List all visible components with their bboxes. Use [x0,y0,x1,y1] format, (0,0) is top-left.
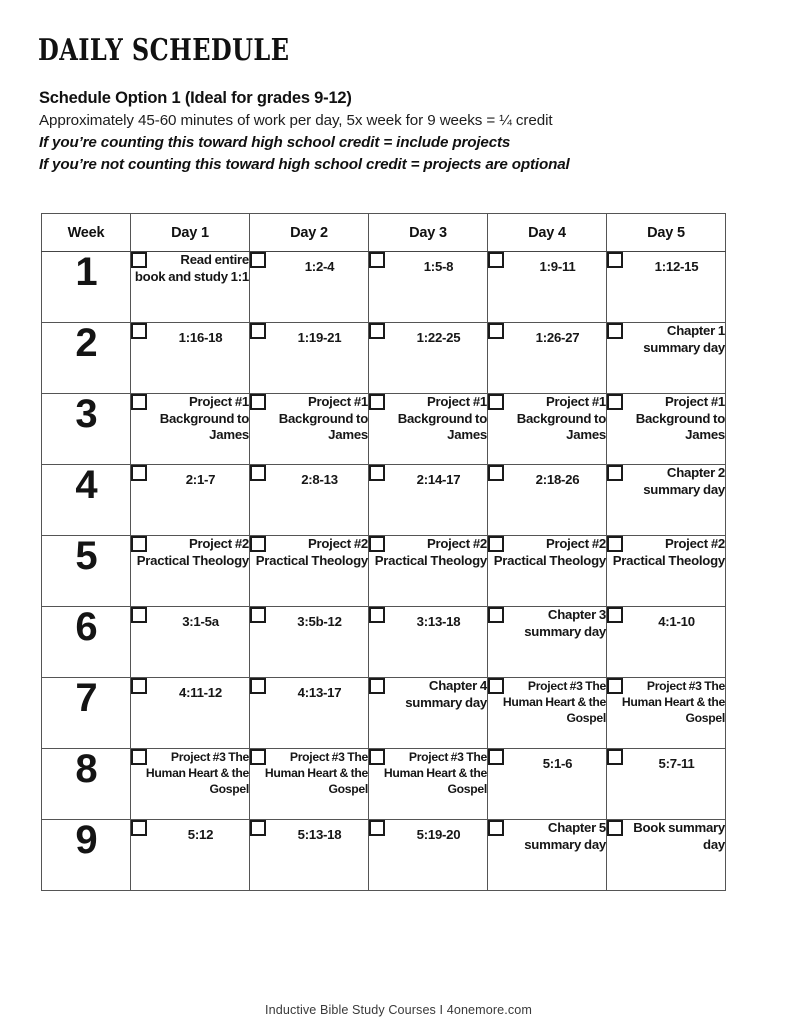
checkbox-icon[interactable] [131,749,147,765]
day-cell-label: Project #1 Background to James [159,394,249,442]
day-cell-label: Project #3 The Human Heart & the Gospel [383,750,487,796]
column-header-week: Week [42,214,131,252]
checkbox-icon[interactable] [131,607,147,623]
checkbox-icon[interactable] [488,323,504,339]
day-cell-label: 1:9-11 [539,259,576,274]
note-credit: If you’re counting this toward high school credit = include projects [39,134,511,151]
day-cell[interactable] [369,536,488,607]
day-cell[interactable] [131,323,250,394]
day-cell-label: Project #3 The Human Heart & the Gospel [621,679,725,725]
day-cell[interactable] [250,394,369,465]
day-cell-label: 1:5-8 [423,259,454,274]
column-header-day-5: Day 5 [607,214,726,252]
day-cell-label: 1:19-21 [297,330,342,345]
day-cell[interactable] [488,394,607,465]
day-cell-label: Chapter 2 summary day [643,465,725,497]
day-cell[interactable] [369,323,488,394]
day-cell[interactable] [488,749,607,820]
schedule-table [41,213,726,891]
checkbox-icon[interactable] [488,820,504,836]
week-number: 4 [42,465,131,536]
day-cell-inner [488,252,606,310]
day-cell[interactable] [250,749,369,820]
day-cell-label: 2:14-17 [416,472,461,487]
checkbox-icon[interactable] [607,749,623,765]
day-cell[interactable] [131,394,250,465]
day-cell-inner [131,536,249,594]
day-cell-inner [131,749,249,807]
checkbox-icon[interactable] [369,465,385,481]
day-cell-inner [607,536,725,594]
page-footer: Inductive Bible Study Courses I 4onemore.com [265,1003,532,1017]
week-number: 1 [42,252,131,323]
checkbox-icon[interactable] [369,749,385,765]
table-row [42,252,726,323]
day-cell[interactable] [250,678,369,749]
day-cell[interactable] [250,465,369,536]
day-cell[interactable] [369,678,488,749]
day-cell-label: Project #3 The Human Heart & the Gospel [264,750,368,796]
day-cell-inner [488,820,606,878]
day-cell-inner [250,607,368,665]
day-cell-label: Book summary day [633,820,725,852]
schedule-intro [39,88,739,176]
day-cell-label: 1:12-15 [654,259,699,274]
checkbox-icon[interactable] [488,394,504,410]
day-cell-inner [488,465,606,523]
day-cell[interactable] [488,536,607,607]
day-cell-inner [369,678,487,736]
day-cell[interactable] [488,607,607,678]
day-cell[interactable] [131,678,250,749]
day-cell[interactable] [131,536,250,607]
day-cell-label: 2:1-7 [185,472,216,487]
day-cell[interactable] [607,536,726,607]
table-body [42,252,726,891]
day-cell-inner [250,252,368,310]
day-cell-inner [607,465,725,523]
day-cell-label: Chapter 4 summary day [405,678,487,710]
week-number: 3 [42,394,131,465]
table-row [42,323,726,394]
checkbox-icon[interactable] [131,820,147,836]
checkbox-icon[interactable] [369,607,385,623]
day-cell-inner [488,678,606,736]
day-cell-inner [131,820,249,878]
day-cell[interactable] [369,749,488,820]
schedule-table-wrapper [41,213,725,891]
day-cell-label: Chapter 5 summary day [524,820,606,852]
checkbox-icon[interactable] [131,678,147,694]
week-number: 7 [42,678,131,749]
table-row [42,678,726,749]
checkbox-icon[interactable] [607,536,623,552]
day-cell[interactable] [607,820,726,891]
page-title: DAILY SCHEDULE [38,33,290,68]
column-header-day-2: Day 2 [250,214,369,252]
checkbox-icon[interactable] [488,536,504,552]
day-cell-label: 5:19-20 [416,827,461,842]
day-cell-label: Project #1 Background to James [278,394,368,442]
day-cell-inner [488,536,606,594]
day-cell-inner [250,820,368,878]
day-cell-inner [488,394,606,452]
note-no-credit: If you’re not counting this toward high school credit = projects are optional [39,156,570,173]
checkbox-icon[interactable] [250,465,266,481]
checkbox-icon[interactable] [250,607,266,623]
table-header-row [42,214,726,252]
checkbox-icon[interactable] [131,252,147,268]
checkbox-icon[interactable] [131,323,147,339]
day-cell-label: Project #3 The Human Heart & the Gospel [502,679,606,725]
checkbox-icon[interactable] [250,394,266,410]
checkbox-icon[interactable] [488,465,504,481]
day-cell-label: 4:11-12 [179,685,222,700]
day-cell-inner [607,607,725,665]
day-cell-inner [250,536,368,594]
column-header-day-1: Day 1 [131,214,250,252]
day-cell-inner [131,394,249,452]
day-cell[interactable] [488,465,607,536]
day-cell-inner [131,252,249,310]
day-cell-label: 3:1-5a [182,614,219,629]
day-cell-inner [607,323,725,381]
checkbox-icon[interactable] [369,820,385,836]
checkbox-icon[interactable] [250,678,266,694]
checkbox-icon[interactable] [250,536,266,552]
day-cell-label: Project #2 Practical Theology [374,536,487,568]
day-cell[interactable] [131,607,250,678]
day-cell-inner [369,394,487,452]
day-cell-inner [250,323,368,381]
day-cell-label: 3:5b-12 [297,614,342,629]
day-cell-label: 1:22-25 [416,330,461,345]
checkbox-icon[interactable] [250,820,266,836]
week-number: 6 [42,607,131,678]
checkbox-icon[interactable] [488,678,504,694]
day-cell-inner [131,323,249,381]
day-cell-label: 1:16-18 [178,330,223,345]
day-cell[interactable] [488,820,607,891]
day-cell[interactable] [369,607,488,678]
day-cell-label: 3:13-18 [416,614,461,629]
day-cell[interactable] [488,323,607,394]
day-cell[interactable] [607,323,726,394]
checkbox-icon[interactable] [250,749,266,765]
day-cell-inner [131,465,249,523]
checkbox-icon[interactable] [131,465,147,481]
day-cell-inner [369,607,487,665]
table-row [42,820,726,891]
day-cell-inner [369,465,487,523]
day-cell[interactable] [250,820,369,891]
day-cell-inner [607,749,725,807]
day-cell[interactable] [369,252,488,323]
day-cell-label: Project #3 The Human Heart & the Gospel [145,750,249,796]
schedule-option-description: Approximately 45-60 minutes of work per day, 5x week for 9 weeks = ¼ credit [39,112,553,129]
schedule-option-title: Schedule Option 1 (Ideal for grades 9-12) [39,89,352,107]
checkbox-icon[interactable] [369,678,385,694]
day-cell[interactable] [250,323,369,394]
table-row [42,607,726,678]
day-cell[interactable] [607,465,726,536]
checkbox-icon[interactable] [607,394,623,410]
day-cell-label: Project #2 Practical Theology [612,536,725,568]
day-cell[interactable] [488,252,607,323]
day-cell-label: Chapter 3 summary day [524,607,606,639]
day-cell[interactable] [250,252,369,323]
table-header [42,214,726,252]
day-cell-label: 4:13-17 [297,685,342,700]
checkbox-icon[interactable] [131,394,147,410]
column-header-day-4: Day 4 [488,214,607,252]
checkbox-icon[interactable] [607,607,623,623]
checkbox-icon[interactable] [607,252,623,268]
table-row [42,394,726,465]
checkbox-icon[interactable] [488,252,504,268]
table-row [42,536,726,607]
day-cell-label: 5:7-11 [658,756,695,771]
day-cell[interactable] [131,749,250,820]
day-cell-inner [488,749,606,807]
day-cell[interactable] [131,820,250,891]
day-cell[interactable] [369,820,488,891]
day-cell-label: Read entire book and study 1:1 [134,252,249,284]
day-cell-label: 5:12 [187,827,214,842]
checkbox-icon[interactable] [369,536,385,552]
day-cell-label: 2:8-13 [301,472,338,487]
table-row [42,749,726,820]
checkbox-icon[interactable] [488,607,504,623]
day-cell[interactable] [369,465,488,536]
day-cell-label: 4:1-10 [658,614,695,629]
day-cell[interactable] [607,749,726,820]
checkbox-icon[interactable] [369,252,385,268]
week-number: 9 [42,820,131,891]
checkbox-icon[interactable] [369,323,385,339]
day-cell-label: Project #1 Background to James [516,394,606,442]
day-cell[interactable] [607,678,726,749]
day-cell-label: 5:1-6 [542,756,573,771]
week-number: 2 [42,323,131,394]
day-cell-label: Project #1 Background to James [397,394,487,442]
day-cell-label: Project #2 Practical Theology [493,536,606,568]
checkbox-icon[interactable] [369,394,385,410]
checkbox-icon[interactable] [250,323,266,339]
day-cell[interactable] [131,252,250,323]
day-cell-inner [488,607,606,665]
day-cell-inner [250,394,368,452]
day-cell-inner [131,678,249,736]
day-cell-inner [488,323,606,381]
day-cell-inner [369,323,487,381]
day-cell[interactable] [488,678,607,749]
checkbox-icon[interactable] [131,536,147,552]
day-cell-label: 2:18-26 [535,472,580,487]
checkbox-icon[interactable] [250,252,266,268]
day-cell-inner [607,678,725,736]
day-cell[interactable] [131,465,250,536]
day-cell-inner [250,678,368,736]
checkbox-icon[interactable] [607,820,623,836]
day-cell-inner [369,749,487,807]
day-cell[interactable] [250,607,369,678]
day-cell-inner [607,394,725,452]
day-cell-label: 1:26-27 [535,330,580,345]
day-cell-inner [369,536,487,594]
day-cell-label: Project #1 Background to James [635,394,725,442]
day-cell-label: Project #2 Practical Theology [255,536,368,568]
checkbox-icon[interactable] [607,323,623,339]
day-cell-label: Project #2 Practical Theology [136,536,249,568]
day-cell-inner [607,820,725,878]
day-cell-label: 1:2-4 [304,259,335,274]
week-number: 8 [42,749,131,820]
day-cell-inner [250,749,368,807]
day-cell-inner [607,252,725,310]
week-number: 5 [42,536,131,607]
day-cell[interactable] [607,394,726,465]
day-cell[interactable] [250,536,369,607]
column-header-day-3: Day 3 [369,214,488,252]
day-cell-inner [369,820,487,878]
day-cell-inner [369,252,487,310]
day-cell-label: 5:13-18 [297,827,342,842]
day-cell[interactable] [607,252,726,323]
checkbox-icon[interactable] [488,749,504,765]
day-cell-inner [250,465,368,523]
day-cell-label: Chapter 1 summary day [643,323,725,355]
checkbox-icon[interactable] [607,465,623,481]
day-cell[interactable] [369,394,488,465]
table-row [42,465,726,536]
checkbox-icon[interactable] [607,678,623,694]
day-cell[interactable] [607,607,726,678]
day-cell-inner [131,607,249,665]
